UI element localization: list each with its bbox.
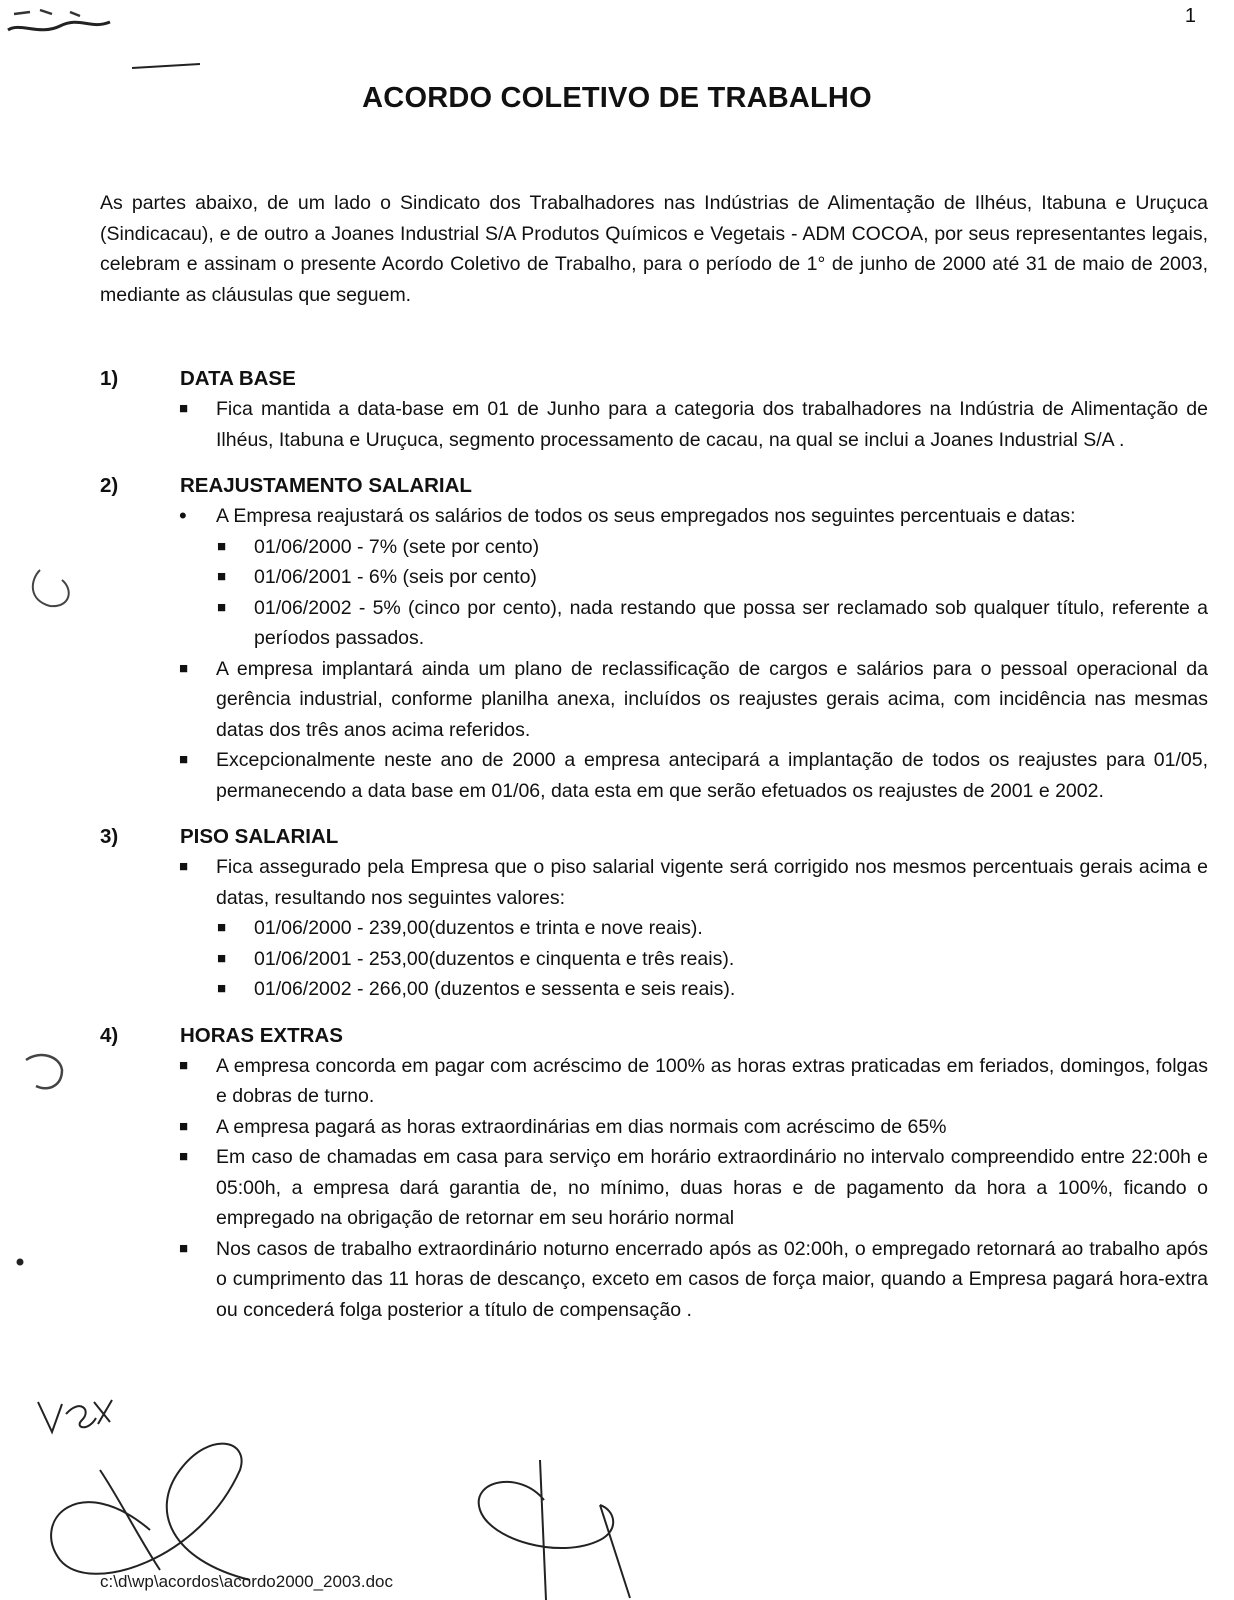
list-item xyxy=(179,1112,1208,1143)
square-bullet-icon: ■ xyxy=(179,1117,189,1135)
top-left-scribble xyxy=(8,22,110,30)
footer-file-path: c:\d\wp\acordos\acordo2000_2003.doc xyxy=(100,1572,393,1591)
sub-item-text: 01/06/2001 - 253,00(duzentos e cinquenta e três reais). xyxy=(254,947,735,970)
square-bullet-icon: ■ xyxy=(179,659,189,677)
margin-dot xyxy=(17,1259,24,1266)
list-item xyxy=(179,1051,1208,1112)
clause-items xyxy=(100,501,1208,806)
sub-item-text: 01/06/2002 - 266,00 (duzentos e sessenta e seis reais). xyxy=(254,978,736,1000)
top-left-underline xyxy=(132,64,200,68)
square-bullet-icon: ■ xyxy=(217,980,227,997)
clause-title: DATA BASE xyxy=(180,367,296,390)
document-title: ACORDO COLETIVO DE TRABALHO xyxy=(362,82,872,114)
sub-items xyxy=(216,532,1208,654)
clause-piso-salarial xyxy=(100,822,1208,1005)
list-item xyxy=(179,852,1208,1005)
clause-number: 1) xyxy=(100,367,119,390)
square-bullet-icon: ■ xyxy=(217,598,227,616)
margin-smudge-1 xyxy=(33,570,69,606)
signature-right xyxy=(479,1460,630,1600)
item-text: Nos casos de trabalho extraordinário noturno encerrado após as 02:00h, o empregado retornará ao trabalho após o cumprimento das 11 horas de descanço, exceto em casos de força maior, quando a Empresa pagará hora-extra ou concederá folga posterior a título de compensação . xyxy=(216,1237,1208,1321)
sub-list-item xyxy=(217,944,1208,975)
clause-title: PISO SALARIAL xyxy=(180,825,339,848)
list-item xyxy=(179,501,1208,654)
square-bullet-icon: ■ xyxy=(217,537,227,555)
list-item xyxy=(179,654,1208,746)
page-number: 1 xyxy=(1184,5,1196,27)
item-text: Em caso de chamadas em casa para serviço em horário extraordinário no intervalo compreendido entre 22:00h e 05:00h, a empresa dará garantia de, no mínimo, duas horas e de pagamento da hora a 100%, ficando o empregado na obrigação de retornar em seu horário normal xyxy=(216,1146,1208,1229)
list-item xyxy=(179,1234,1208,1326)
sub-items xyxy=(216,913,1208,1005)
list-item xyxy=(179,394,1208,455)
sub-list-item xyxy=(217,974,1208,1005)
square-bullet-icon: ■ xyxy=(179,1148,189,1165)
item-text: Fica assegurado pela Empresa que o piso salarial vigente será corrigido nos mesmos percentuais gerais acima e datas, resultando nos seguintes valores: xyxy=(216,856,1208,909)
sub-item-text: 01/06/2000 - 239,00(duzentos e trinta e nove reais). xyxy=(254,917,703,939)
item-text: Fica mantida a data-base em 01 de Junho para a categoria dos trabalhadores na Indústria de Alimentação de Ilhéus, Itabuna e Uruçuca, segmento processamento de cacau, na qual se inclui a Joanes Industrial S/A . xyxy=(216,398,1208,451)
square-bullet-icon: ■ xyxy=(217,568,227,585)
top-left-scribble-2 xyxy=(14,10,80,16)
clause-heading xyxy=(100,364,1208,394)
item-text: A empresa pagará as horas extraordinárias em dias normais com acréscimo de 65% xyxy=(216,1115,947,1138)
square-bullet-icon: ■ xyxy=(179,400,189,417)
sub-list-item xyxy=(217,562,1208,593)
round-bullet-icon: • xyxy=(179,503,187,528)
sub-list-item xyxy=(217,593,1208,654)
square-bullet-icon: ■ xyxy=(179,858,189,875)
square-bullet-icon: ■ xyxy=(179,1056,189,1074)
intro-paragraph: As partes abaixo, de um lado o Sindicato dos Trabalhadores nas Indústrias de Alimentação de Ilhéus, Itabuna e Uruçuca (Sindicacau), e de outro a Joanes Industrial S/A Produtos Químicos e Vegetais - ADM COCOA, por seus representantes legais, celebram e assinam o presente Acordo Coletivo de Trabalho, para o período de 1° de junho de 2000 até 31 de maio de 2003, mediante as cláusulas que seguem. xyxy=(100,192,1208,306)
sub-item-text: 01/06/2001 - 6% (seis por cento) xyxy=(254,566,537,588)
item-text: A empresa implantará ainda um plano de reclassificação de cargos e salários para o pessoal operacional da gerência industrial, conforme planilha anexa, incluídos os reajustes gerais acima, com incidência nas mesmas datas dos três anos acima referidos. xyxy=(216,657,1208,741)
clause-items xyxy=(100,852,1208,1005)
list-item xyxy=(179,745,1208,806)
item-text: A Empresa reajustará os salários de todos os seus empregados nos seguintes percentuais e datas: xyxy=(216,505,1076,527)
list-item xyxy=(179,1142,1208,1234)
item-text: A empresa concorda em pagar com acréscimo de 100% as horas extras praticadas em feriados, domingos, folgas e dobras de turno. xyxy=(216,1054,1208,1107)
clause-number: 4) xyxy=(100,1023,119,1047)
square-bullet-icon: ■ xyxy=(217,919,227,936)
item-text: Excepcionalmente neste ano de 2000 a empresa antecipará a implantação de todos os reajustes para 01/05, permanecendo a data base em 01/06, data esta em que serão efetuados os reajustes de 2001 e 2002. xyxy=(216,749,1208,802)
clause-horas-extras xyxy=(100,1021,1208,1326)
clause-data-base xyxy=(100,364,1208,455)
clause-title: REAJUSTAMENTO SALARIAL xyxy=(180,474,472,497)
initials-handwriting xyxy=(38,1400,112,1432)
clause-heading xyxy=(100,822,1208,852)
clause-heading xyxy=(100,1021,1208,1051)
clause-reajustamento-salarial xyxy=(100,471,1208,806)
sub-list-item xyxy=(217,532,1208,563)
sub-item-text: 01/06/2000 - 7% (sete por cento) xyxy=(254,535,540,558)
square-bullet-icon: ■ xyxy=(179,1239,189,1257)
signature-left xyxy=(51,1444,250,1580)
clauses-list xyxy=(100,364,1208,1341)
clause-items xyxy=(100,394,1208,455)
clause-items xyxy=(100,1051,1208,1326)
margin-smudge-2 xyxy=(26,1055,62,1088)
square-bullet-icon: ■ xyxy=(179,751,189,768)
clause-number: 2) xyxy=(100,474,119,497)
square-bullet-icon: ■ xyxy=(217,949,227,967)
clause-heading xyxy=(100,471,1208,501)
clause-number: 3) xyxy=(100,825,119,848)
sub-item-text: 01/06/2002 - 5% (cinco por cento), nada restando que possa ser reclamado sob qualquer título, referente a períodos passados. xyxy=(254,596,1208,649)
clause-title: HORAS EXTRAS xyxy=(180,1023,343,1047)
sub-list-item xyxy=(217,913,1208,944)
